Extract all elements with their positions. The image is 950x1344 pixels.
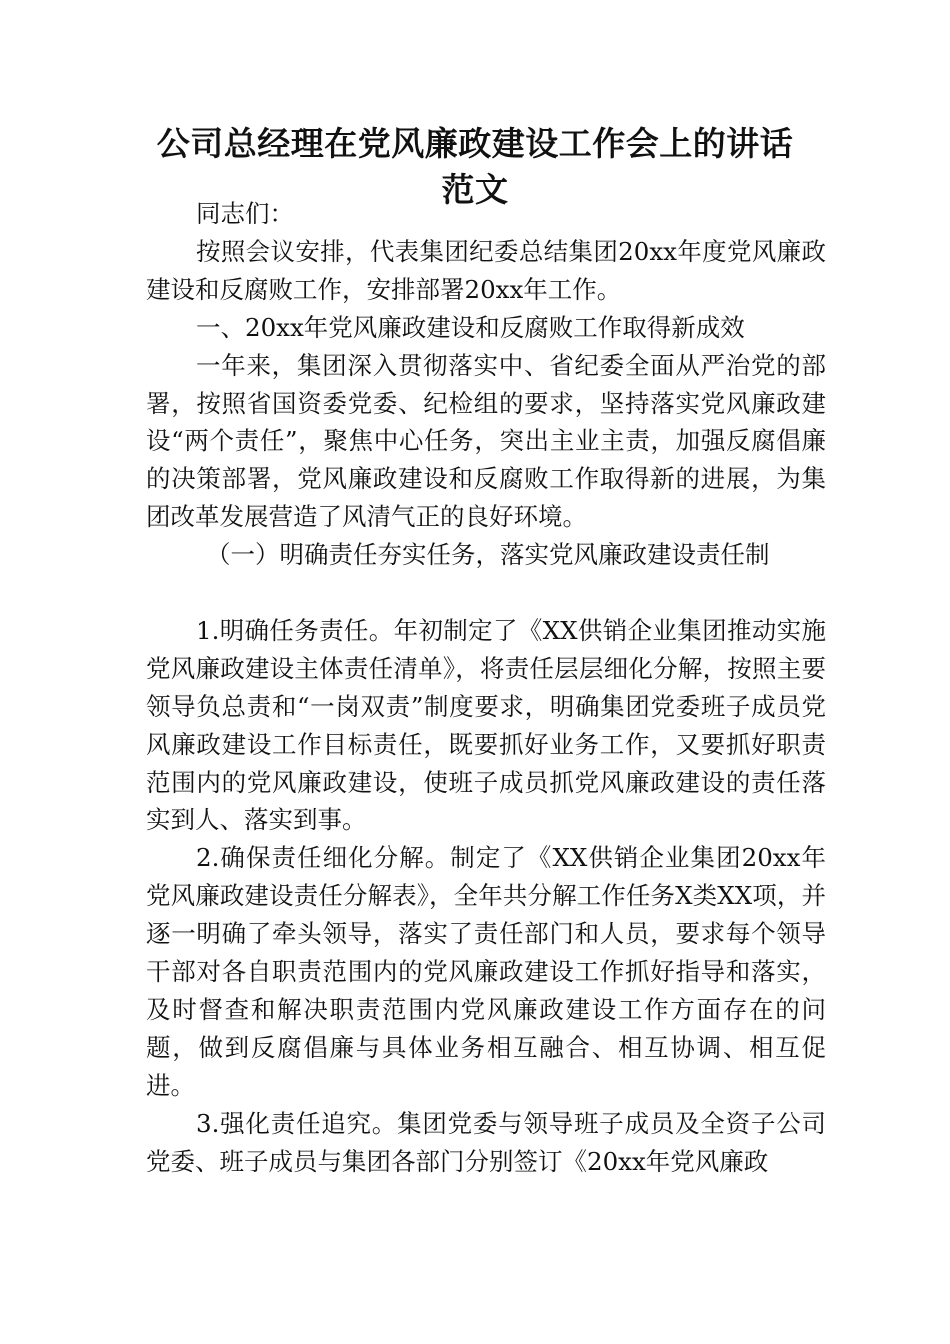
document-title-line-2: 范文: [441, 170, 509, 209]
document-body: [146, 195, 826, 1181]
section-heading-1: 一、20xx年党风廉政建设和反腐败工作取得新成效: [196, 312, 745, 342]
paragraph-summary: 一年来，集团深入贯彻落实中、省纪委全面从严治党的部署，按照省国资委党委、纪检组的要求，坚持落实党风廉政建设“两个责任”，聚焦中心任务，突出主业主责，加强反腐倡廉的决策部署，党风廉政建设和反腐败工作取得新的进展，为集团改革发展营造了风清气正的良好环境。: [146, 350, 826, 532]
document-title-line-1: 公司总经理在党风廉政建设工作会上的讲话: [156, 124, 794, 163]
paragraph-item-2: 2.确保责任细化分解。制定了《XX供销企业集团20xx年党风廉政建设责任分解表》，全年共分解工作任务X类XX项，并逐一明确了牵头领导，落实了责任部门和人员，要求每个领导干部对各自职责范围内的党风廉政建设工作抓好指导和落实，及时督查和解决职责范围内党风廉政建设工作方面存在的问题，做到反腐倡廉与具体业务相互融合、相互协调、相互促进。: [146, 843, 826, 1100]
salutation: 同志们：: [196, 199, 294, 228]
paragraph-item-1: 1.明确任务责任。年初制定了《XX供销企业集团推动实施党风廉政建设主体责任清单》，将责任层层细化分解，按照主要领导负总责和“一岗双责”制度要求，明确集团党委班子成员党风廉政建设工作目标责任，既要抓好业务工作，又要抓好职责范围内的党风廉政建设，使班子成员抓党风廉政建设的责任落实到人、落实到事。: [146, 615, 826, 835]
paragraph-item-3: 3.强化责任追究。集团党委与领导班子成员及全资子公司党委、班子成员与集团各部门分别签订《20xx年党风廉政: [146, 1108, 826, 1176]
paragraph-intro: 按照会议安排，代表集团纪委总结集团20xx年度党风廉政建设和反腐败工作，安排部署20xx年工作。: [146, 236, 826, 304]
subsection-heading-1: （一）明确责任夯实任务，落实党风廉政建设责任制: [206, 540, 770, 570]
